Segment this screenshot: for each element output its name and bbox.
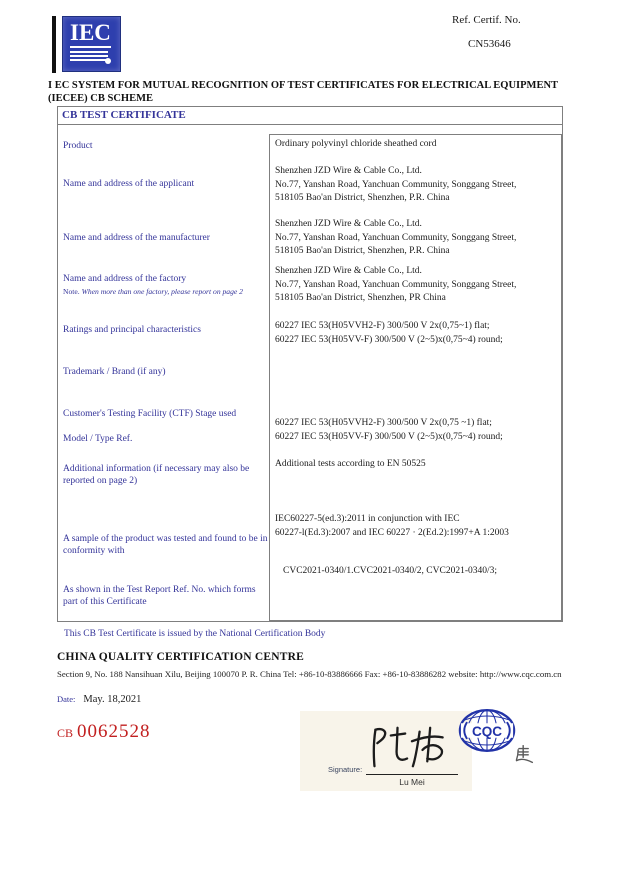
factory-note-prefix: Note. — [63, 287, 82, 296]
value-factory — [275, 265, 559, 306]
value-applicant-line1: Shenzhen JZD Wire & Cable Co., Ltd. — [275, 166, 422, 176]
cqc-globe-icon — [458, 708, 516, 753]
cb-certificate-number — [57, 721, 151, 743]
date-row — [57, 694, 141, 705]
value-model-line2: 60227 IEC 53(H05VV-F) 300/500 V (2~5)x(0,75~4) round; — [275, 431, 503, 442]
value-applicant-line3: 518105 Bao'an District, Shenzhen, P.R. China — [275, 193, 450, 203]
date-value: May. 18,2021 — [83, 694, 142, 705]
value-factory-line3: 518105 Bao'an District, Shenzhen, PR China — [275, 293, 446, 303]
values-box — [269, 134, 562, 621]
label-factory-note — [63, 287, 273, 296]
signatory-name: Lu Mei — [399, 777, 425, 787]
value-additional-info: Additional tests according to EN 50525 — [275, 459, 426, 469]
value-manufacturer-line1: Shenzhen JZD Wire & Cable Co., Ltd. — [275, 219, 422, 229]
label-product: Product — [63, 141, 93, 151]
value-conformity-line1: IEC60227-5(ed.3):2011 in conjunction with IEC — [275, 514, 460, 524]
handwritten-signature-icon — [362, 723, 458, 771]
chinese-character-jian-icon — [514, 744, 534, 764]
ref-certif-label: Ref. Certif. No. — [452, 14, 521, 26]
scheme-heading — [48, 79, 593, 105]
value-test-report-ref: CVC2021-0340/1.CVC2021-0340/2, CVC2021-0340/3; — [283, 566, 498, 576]
value-manufacturer-line2: No.77, Yanshan Road, Yanchuan Community, Songgang Street, — [275, 232, 517, 243]
label-ctf-stage: Customer's Testing Facility (CTF) Stage used — [63, 409, 237, 419]
certificate-table — [57, 106, 563, 622]
cb-prefix: CB — [57, 726, 74, 740]
label-manufacturer: Name and address of the manufacturer — [63, 233, 210, 243]
iec-logo-lines — [70, 51, 108, 61]
ref-certif-number: CN53646 — [468, 38, 511, 50]
date-label: Date: — [57, 694, 76, 704]
value-ratings — [275, 320, 559, 347]
scheme-heading-line2: (IECEE) CB SCHEME — [48, 93, 154, 104]
label-test-report-ref: As shown in the Test Report Ref. No. which forms part of this Certificate — [63, 585, 256, 607]
value-applicant — [275, 165, 559, 206]
factory-note-text: When more than one factory, please report on page 2 — [81, 287, 243, 296]
cb-number: 0062528 — [77, 721, 151, 742]
iec-logo-box — [62, 16, 121, 72]
iec-logo-icon — [52, 16, 121, 73]
label-factory: Name and address of the factory — [63, 274, 187, 284]
value-manufacturer-line3: 518105 Bao'an District, Shenzhen, P.R. China — [275, 246, 450, 256]
certificate-title: CB TEST CERTIFICATE — [58, 107, 562, 125]
issued-by-note: This CB Test Certificate is issued by the National Certification Body — [64, 629, 326, 639]
ncb-name: CHINA QUALITY CERTIFICATION CENTRE — [57, 651, 304, 663]
label-trademark: Trademark / Brand (if any) — [63, 367, 166, 377]
value-manufacturer — [275, 218, 559, 259]
label-additional-info: Additional information (if necessary may also be reported on page 2) — [63, 464, 250, 486]
label-applicant: Name and address of the applicant — [63, 179, 195, 189]
iec-logo-dot — [105, 58, 111, 64]
value-model-line1: 60227 IEC 53(H05VVH2-F) 300/500 V 2x(0,75 ~1) flat; — [275, 418, 492, 428]
value-model-type-ref — [275, 417, 559, 444]
value-conformity — [275, 513, 559, 540]
value-factory-line2: No.77, Yanshan Road, Yanchuan Community, Songgang Street, — [275, 279, 517, 290]
ncb-address: Section 9, No. 188 Nansihuan Xilu, Beijing 100070 P. R. China Tel: +86-10-83886666 Fax: +86-10-83886282 website: http://www.cqc.com.cn — [57, 669, 562, 679]
value-factory-line1: Shenzhen JZD Wire & Cable Co., Ltd. — [275, 266, 422, 276]
label-conformity: A sample of the product was tested and found to be in conformity with — [63, 534, 268, 556]
iec-logo-text: IEC — [70, 21, 111, 48]
value-conformity-line2: 60227-l(Ed.3):2007 and IEC 60227 · 2(Ed.2):1997+A 1:2003 — [275, 527, 509, 538]
value-applicant-line2: No.77, Yanshan Road, Yanchuan Community, Songgang Street, — [275, 179, 517, 190]
iec-logo-accent-bar — [52, 16, 56, 73]
signature-line — [366, 774, 458, 775]
scheme-heading-line1: I EC SYSTEM FOR MUTUAL RECOGNITION OF TEST CERTIFICATES FOR ELECTRICAL EQUIPMENT — [48, 80, 559, 91]
signature-label: Signature: — [328, 765, 363, 774]
value-ratings-line2: 60227 IEC 53(H05VV-F) 300/500 V (2~5)x(0,75~4) round; — [275, 334, 503, 345]
label-model-type-ref: Model / Type Ref. — [63, 434, 133, 444]
value-product: Ordinary polyvinyl chloride sheathed cord — [275, 139, 437, 149]
label-ratings: Ratings and principal characteristics — [63, 325, 201, 335]
cqc-logo-text: CQC — [471, 723, 503, 739]
value-ratings-line1: 60227 IEC 53(H05VVH2-F) 300/500 V 2x(0,75~1) flat; — [275, 321, 490, 331]
